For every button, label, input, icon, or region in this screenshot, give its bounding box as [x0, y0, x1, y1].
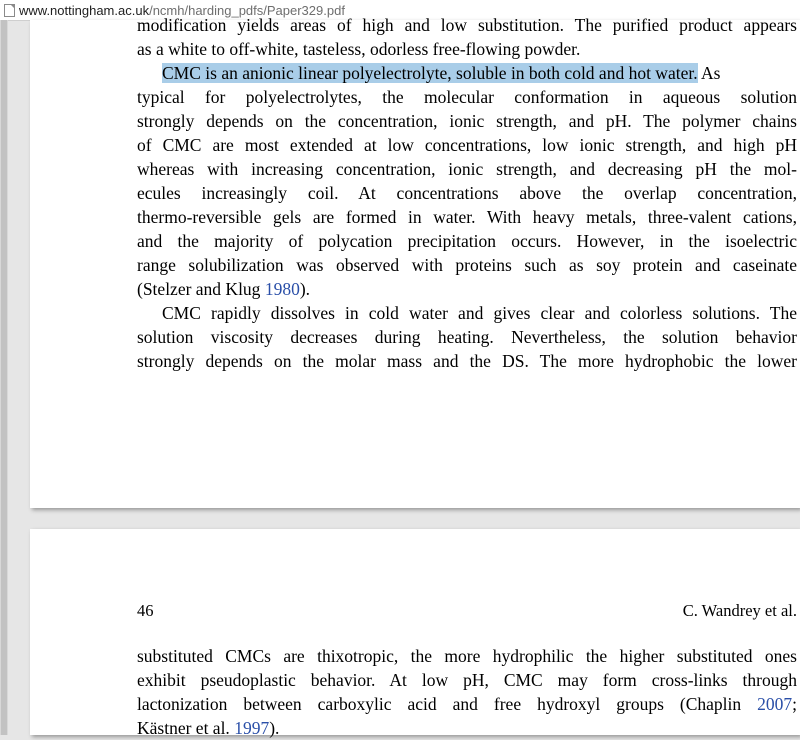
text-fragment: ; [792, 694, 797, 714]
text-fragment: ). [299, 279, 311, 299]
text-line: CMC rapidly dissolves in cold water and gives clear and colorless solutions. The [162, 303, 797, 323]
text-line: ecules increasingly coil. At concentrations above the overlap concentration, [137, 183, 797, 203]
text-line [137, 692, 797, 716]
text-fragment: lactonization between carboxylic acid and free hydroxyl groups (Chaplin [137, 694, 758, 714]
text-fragment: (Stelzer and Klug [137, 279, 265, 299]
page-number: 46 [137, 601, 154, 620]
text-line: substituted CMCs are thixotropic, the more hydrophilic the higher substituted ones [137, 646, 797, 666]
text-fragment: Kästner et al. [137, 718, 235, 738]
text-line: thermo-reversible gels are formed in water. With heavy metals, three-valent cations, [137, 207, 797, 227]
citation-link[interactable]: 1980 [264, 279, 300, 299]
text-line: modification yields areas of high and low substitution. The purified product appears [137, 15, 797, 35]
url-host: www.nottingham.ac.uk [19, 2, 150, 18]
text-line: whereas with increasing concentration, ionic strength, and decreasing pH the mol- [137, 159, 797, 179]
citation-link[interactable]: 2007 [757, 694, 793, 714]
left-scrollbar[interactable] [0, 20, 8, 735]
text-line: typical for polyelectrolytes, the molecular conformation in aqueous solution [137, 87, 797, 107]
citation-link[interactable]: 1997 [234, 718, 270, 738]
url-path: /ncmh/harding_pdfs/Paper329.pdf [149, 2, 345, 18]
text-fragment: ). [269, 718, 280, 738]
pdf-page-46 [30, 529, 800, 738]
pdf-page-45 [30, 15, 800, 508]
text-line: strongly depends on the molar mass and the DS. The more hydrophobic the lower [137, 351, 797, 371]
text-line: range solubilization was observed with proteins such as soy protein and caseinate [137, 255, 797, 275]
text-line: of CMC are most extended at low concentrations, low ionic strength, and high pH [137, 135, 797, 155]
text-selection-highlight[interactable]: CMC is an anionic linear polyelectrolyte, soluble in both cold and hot water. [162, 63, 698, 83]
text-line: and the majority of polycation precipitation occurs. However, in the isoelectric [137, 231, 797, 251]
page-header [137, 599, 797, 623]
text-fragment: As [697, 63, 721, 83]
running-head: C. Wandrey et al. [682, 601, 797, 620]
text-line-highlighted [137, 61, 797, 85]
text-line [137, 716, 797, 740]
text-line: as a white to off-white, tasteless, odorless free-flowing powder. [137, 39, 581, 59]
text-line: solution viscosity decreases during heating. Nevertheless, the solution behavior [137, 327, 797, 347]
scrollbar-thumb[interactable] [1, 20, 7, 735]
text-line: exhibit pseudoplastic behavior. At low pH, CMC may form cross-links through [137, 670, 797, 690]
text-line: strongly depends on the concentration, ionic strength, and pH. The polymer chains [137, 111, 797, 131]
text-line [137, 277, 797, 301]
document-icon [4, 4, 15, 17]
